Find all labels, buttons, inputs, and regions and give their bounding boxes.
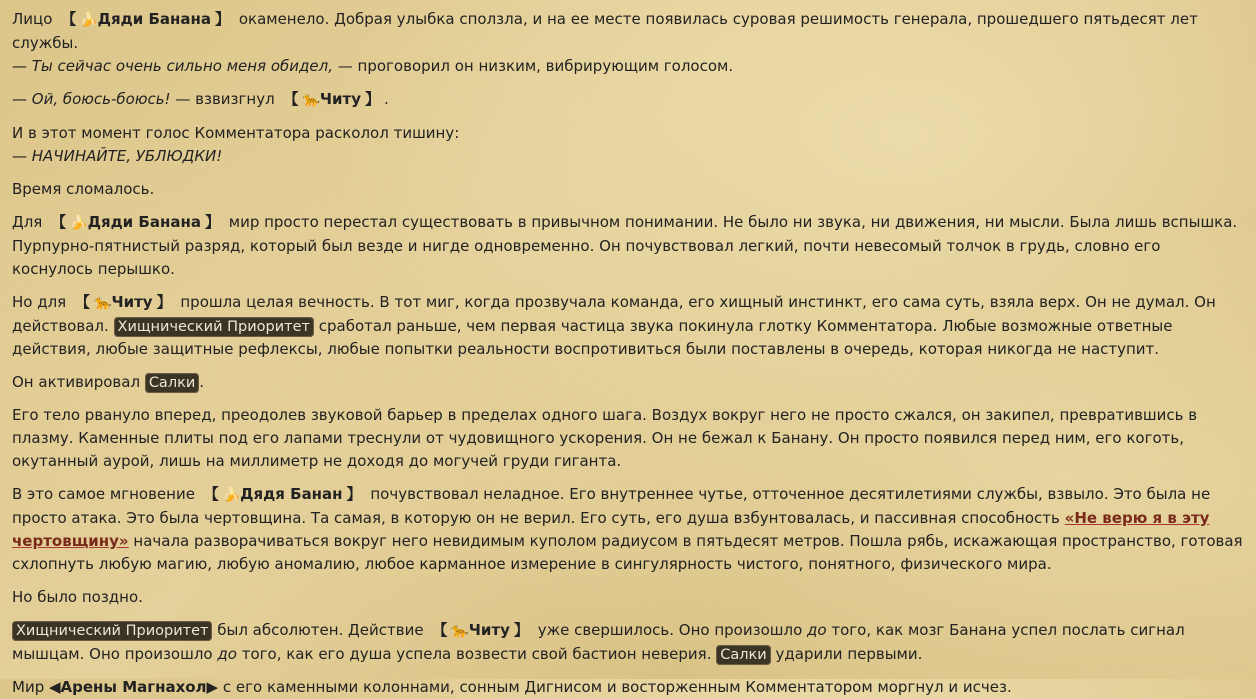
entity-chitu[interactable]: 【 🐆Читу 】 bbox=[283, 90, 381, 108]
cheetah-icon: 🐆 bbox=[302, 92, 320, 108]
cheetah-icon: 🐆 bbox=[451, 623, 469, 639]
entity-chitu[interactable]: 【 🐆Читу 】 bbox=[75, 293, 172, 311]
skill-predator-priority[interactable]: Хищнический Приоритет bbox=[12, 621, 212, 641]
paragraph-4: Время сломалось. bbox=[12, 180, 155, 198]
paragraph-5: Для 【 🍌Дяди Банана 】 мир просто перестал существовать в привычном понимании. Не было ни звука, ни движения, ни мысли. Была лишь вспышка. Пурпурно-пятнистый разряд, который был везде и нигде одновременно. Он почувствовал легкий, почти невесомый толчок в грудь, словно его коснулось перышко. bbox=[12, 213, 1238, 278]
banana-icon: 🍌 bbox=[80, 12, 98, 28]
cheetah-icon: 🐆 bbox=[94, 295, 112, 311]
paragraph-12: Мир ◀Арены Магнахол▶ с его каменными колоннами, сонным Дигнисом и восторженным Комментатором моргнул и исчез. bbox=[12, 678, 1012, 696]
location-arena[interactable]: ◀Арены Магнахол▶ bbox=[49, 678, 219, 696]
skill-salki[interactable]: Салки bbox=[145, 373, 199, 393]
paragraph-7: Он активировал Салки . bbox=[12, 373, 205, 391]
entity-uncle-banana-nom[interactable]: 【 🍌Дядя Банан 】 bbox=[203, 485, 362, 503]
skill-salki[interactable]: Салки bbox=[716, 645, 770, 665]
entity-chitu[interactable]: 【 🐆Читу 】 bbox=[432, 621, 529, 639]
banana-icon: 🍌 bbox=[70, 215, 88, 231]
paragraph-6: Но для 【 🐆Читу 】 прошла целая вечность. В тот миг, когда прозвучала команда, его хищный инстинкт, его сама суть, взяла верх. Он не думал. Он действовал. Хищнический Приоритет сработал раньше, чем первая частица звука покинула глотку Комментатора. Любые возможные ответные действия, любые защитные рефлексы, любые попытки реальности воспротивиться были поставлены в очередь, которая никогда не наступит. bbox=[12, 293, 1216, 358]
banana-icon: 🍌 bbox=[222, 487, 241, 503]
paragraph-1: Лицо 【 🍌Дяди Банана 】 окаменело. Добрая улыбка сползла, и на ее месте появилась суровая решимость генерала, прошедшего пятьдесят лет службы. — Ты сейчас очень сильно меня обидел, — проговорил он низким, вибрирующим голосом. bbox=[12, 10, 1198, 75]
paragraph-10: Но было поздно. bbox=[12, 588, 143, 606]
entity-uncle-banana[interactable]: 【 🍌Дяди Банана 】 bbox=[51, 213, 220, 231]
paragraph-9: В это самое мгновение 【 🍌Дядя Банан 】 почувствовал неладное. Его внутреннее чутье, отточенное десятилетиями службы, взвыло. Это была не просто атака. Это была чертовщина. Та самая, в которую он не верил. Его суть, его душа взбунтовалась, и пассивная способность «Не верю я в эту чертовщину» начала разворачиваться вокруг него невидимым куполом радиусом в пятьдесят метров. Пошла рябь, искажающая пространство, готовая схлопнуть любую магию, любую аномалию, любое карманное измерение в сингулярность чистого, понятного, физического мира. bbox=[12, 485, 1243, 573]
entity-uncle-banana[interactable]: 【 🍌Дяди Банана 】 bbox=[61, 10, 231, 28]
paragraph-8: Его тело рвануло вперед, преодолев звуковой барьер в пределах одного шага. Воздух вокруг него не просто сжался, он закипел, превратившись в плазму. Каменные плиты под его лапами треснули от чудовищного ускорения. Он не бежал к Банану. Он просто появился перед ним, его коготь, окутанный аурой, лишь на миллиметр не доходя до могучей груди гиганта. bbox=[12, 406, 1198, 470]
skill-disbelief-link[interactable]: «Не верю я в эту чертовщину» bbox=[12, 509, 1210, 550]
paragraph-3: И в этот момент голос Комментатора расколол тишину: — НАЧИНАЙТЕ, УБЛЮДКИ! bbox=[12, 124, 460, 165]
skill-predator-priority[interactable]: Хищнический Приоритет bbox=[114, 317, 314, 337]
paragraph-2: — Ой, боюсь-боюсь! — взвизгнул 【 🐆Читу 】 . bbox=[12, 90, 389, 108]
paragraph-11: Хищнический Приоритет был абсолютен. Действие 【 🐆Читу 】 уже свершилось. Оно произошло до того, как мозг Банана успел послать сигнал мышцам. Оно произошло до того, как его душа успела возвести свой бастион неверия. Салки ударили первыми. bbox=[12, 621, 1185, 663]
